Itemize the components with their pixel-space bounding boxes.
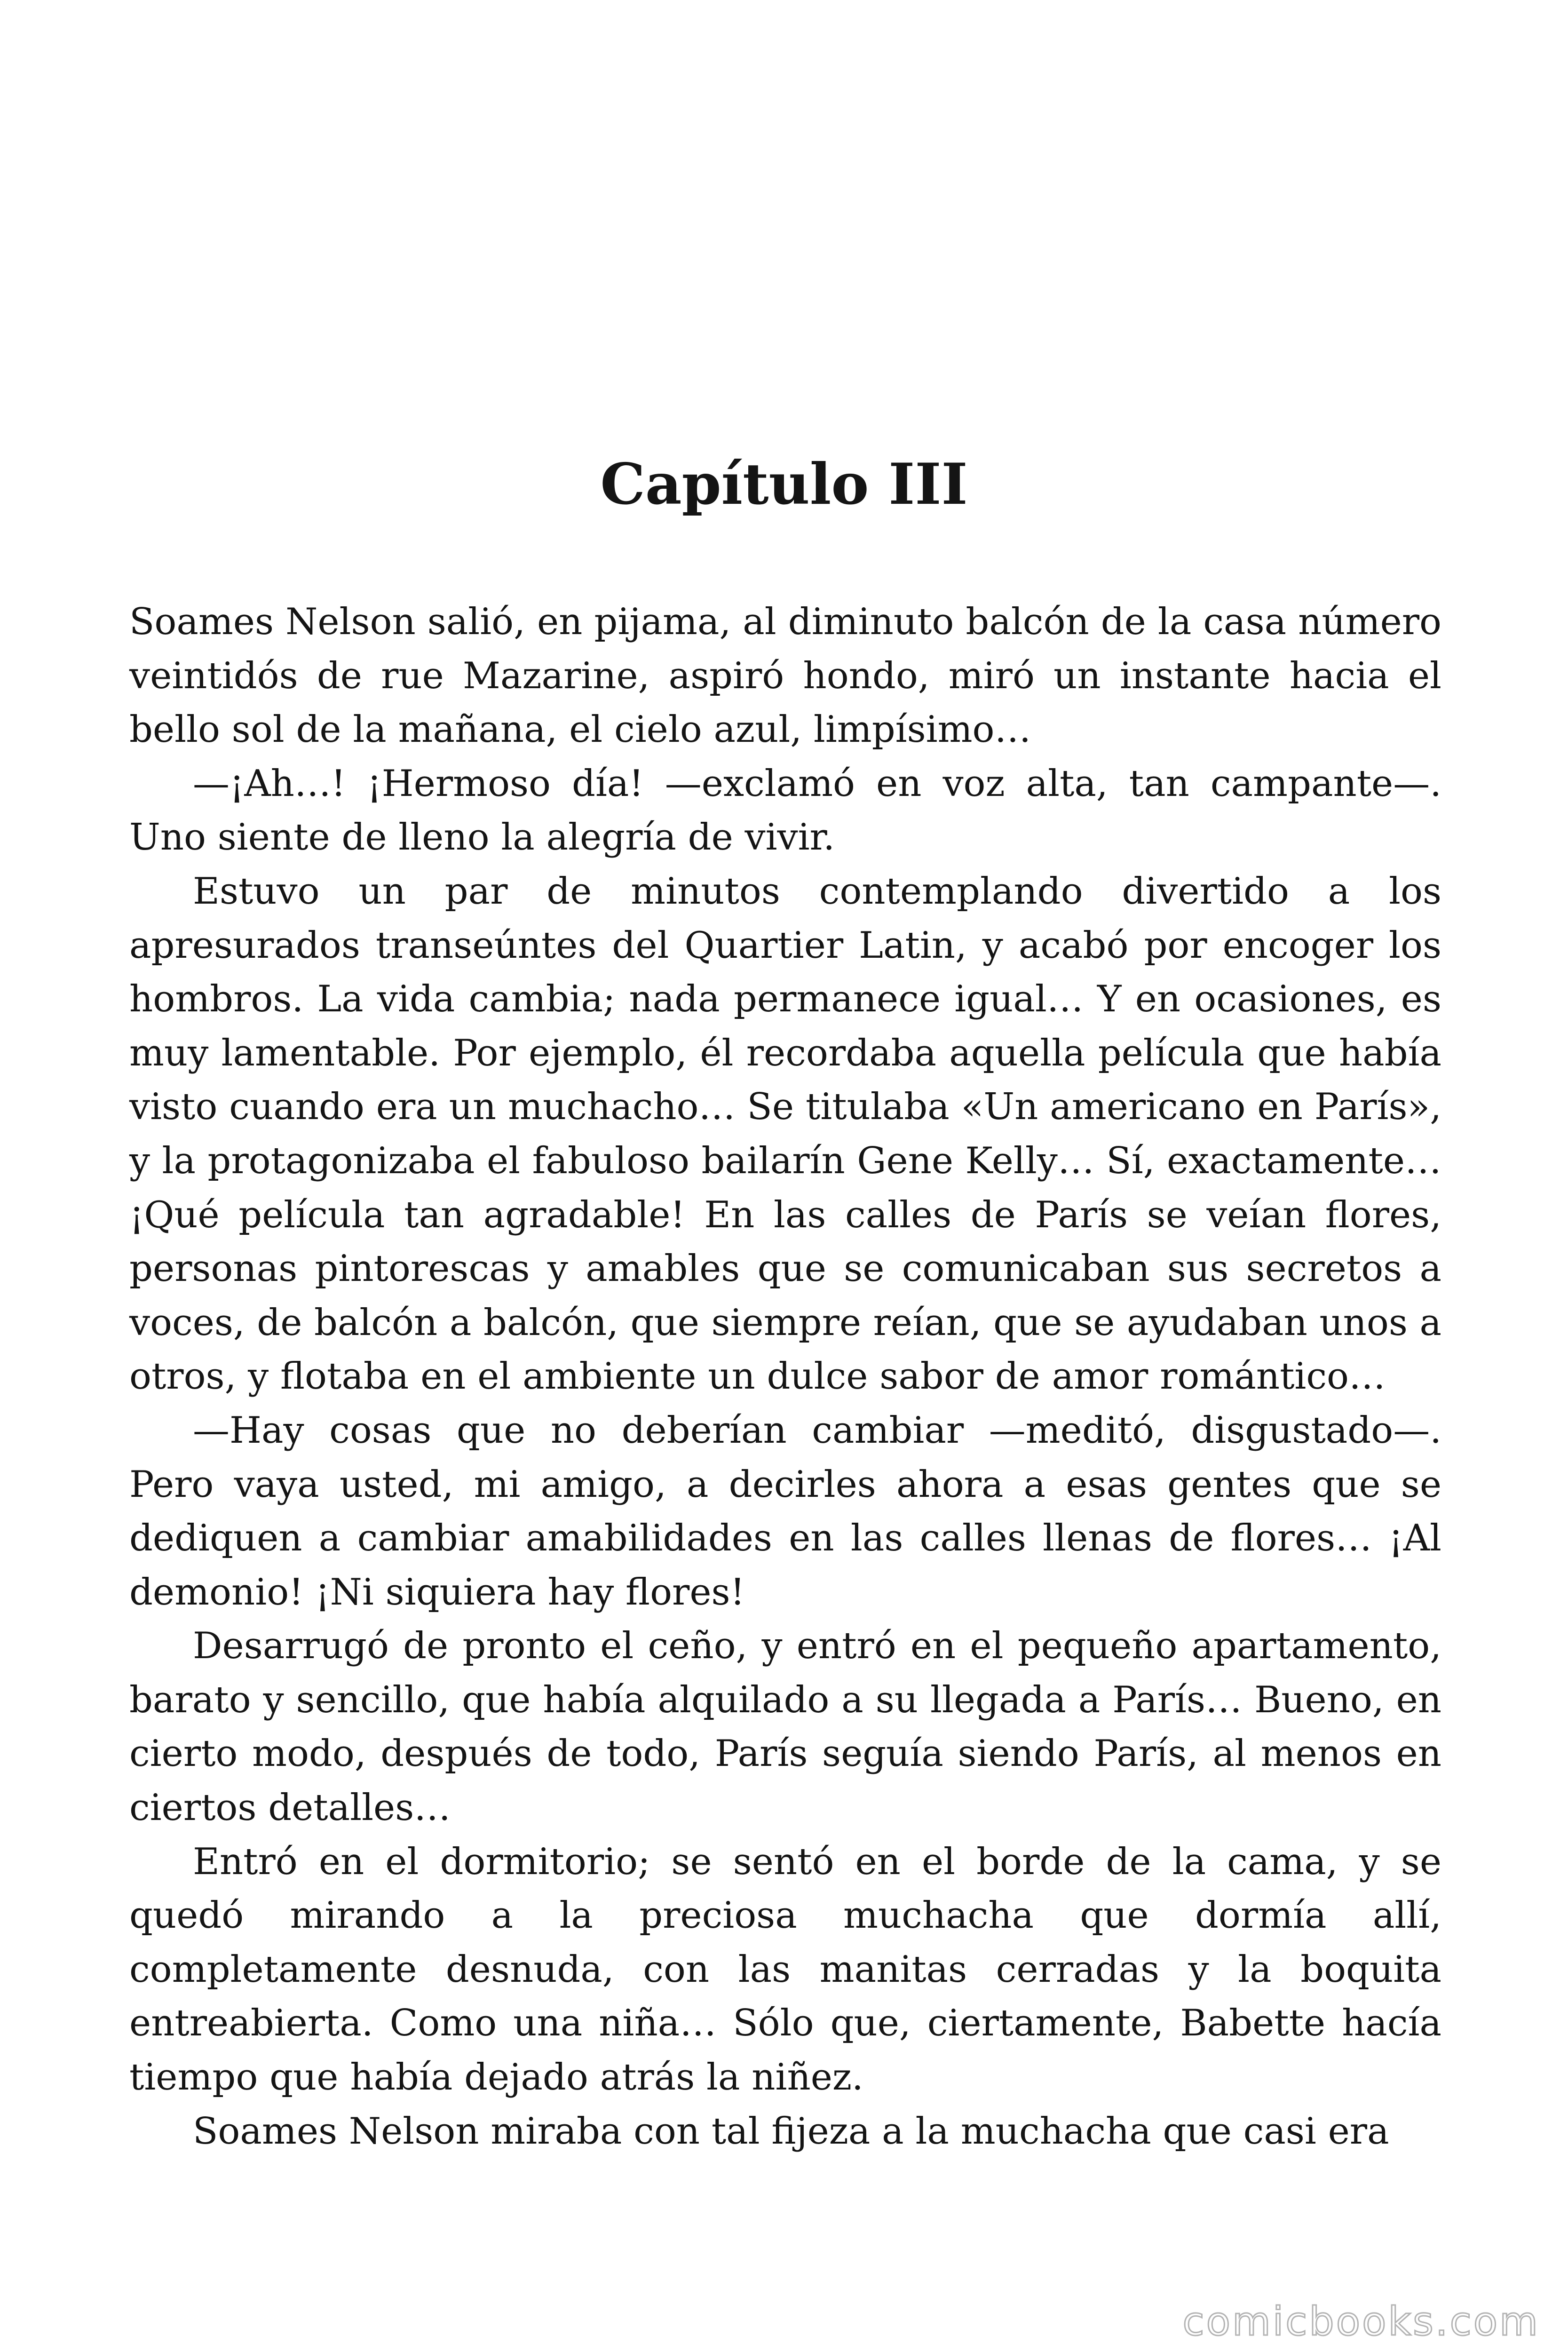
chapter-body [129,595,1441,2158]
paragraph: —Hay cosas que no deberían cambiar —meditó, disgustado—. Pero vaya usted, mi amigo, a decirles ahora a esas gentes que se dediquen a cambiar amabilidades en las calles llenas de flores… ¡Al demonio! ¡Ni siquiera hay flores! [129,1409,1441,1613]
paragraph: —¡Ah…! ¡Hermoso día! —exclamó en voz alta, tan campante—. Uno siente de lleno la alegría de vivir. [129,762,1441,859]
paragraph: Desarrugó de pronto el ceño, y entró en el pequeño apartamento, barato y sencillo, que había alquilado a su llegada a París… Bueno, en cierto modo, después de todo, París seguía siendo París, al menos en ciertos detalles… [129,1625,1441,1829]
paragraph: Estuvo un par de minutos contemplando divertido a los apresurados transeúntes del Quartier Latin, y acabó por encoger los hombros. La vida cambia; nada permanece igual… Y en ocasiones, es muy lamentable. Por ejemplo, él recordaba aquella película que había visto cuando era un muchacho… Se titulaba «Un americano en París», y la protagonizaba el fabuloso bailarín Gene Kelly… Sí, exactamente… ¡Qué película tan agradable! En las calles de París se veían flores, personas pintorescas y amables que se comunicaban sus secretos a voces, de balcón a balcón, que siempre reían, que se ayudaban unos a otros, y flotaba en el ambiente un dulce sabor de amor romántico… [129,870,1441,1398]
watermark: comicbooks.com [1182,2298,1540,2344]
chapter-title: Capítulo III [600,451,968,517]
paragraph: Soames Nelson salió, en pijama, al diminuto balcón de la casa número veintidós de rue Mazarine, aspiró hondo, miró un instante hacia el bello sol de la mañana, el cielo azul, limpísimo… [129,601,1441,751]
paragraph-last: Soames Nelson miraba con tal fijeza a la muchacha que casi era [193,2110,1389,2153]
paragraph: Entró en el dormitorio; se sentó en el borde de la cama, y se quedó mirando a la preciosa muchacha que dormía allí, completamente desnuda, con las manitas cerradas y la boquita entreabierta. Como una niña… Sólo que, ciertamente, Babette hacía tiempo que había dejado atrás la niñez. [129,1840,1441,2099]
